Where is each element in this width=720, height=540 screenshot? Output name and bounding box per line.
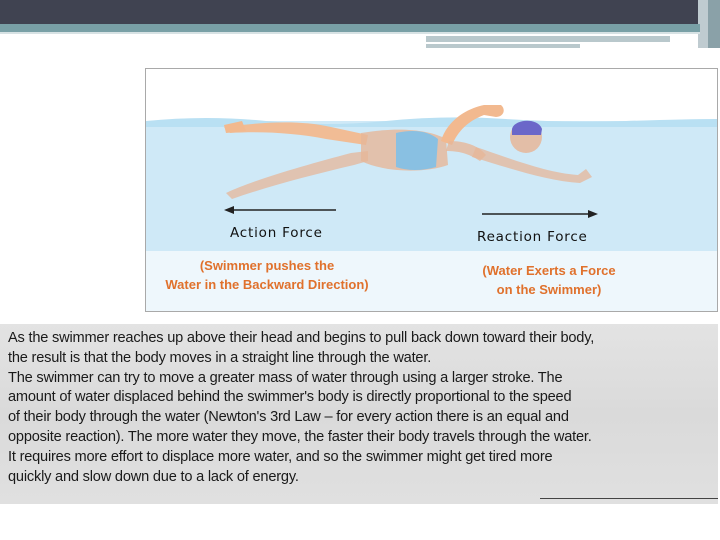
scanned-text-block — [0, 324, 718, 504]
text-line: It requires more effort to displace more water, and so the swimmer might get tired more — [8, 448, 553, 465]
action-caption-line-2: Water in the Backward Direction) — [165, 277, 369, 292]
underline-rule — [540, 498, 718, 499]
text-line: As the swimmer reaches up above their head and begins to pull back down toward their body, — [8, 330, 595, 346]
reaction-caption-line-1: (Water Exerts a Force — [482, 263, 616, 278]
text-line: The swimmer can try to move a greater mass of water through using a larger stroke. The — [8, 369, 563, 386]
slide-deco-bar-short — [426, 44, 580, 48]
text-line: the result is that the body moves in a straight line through the water. — [8, 349, 432, 366]
text-line: quickly and slow down due to a lack of energy. — [8, 468, 299, 485]
action-force-label: Action Force — [230, 225, 323, 241]
text-line: of their body through the water (Newton's 3rd Law – for every action there is an equal and — [8, 409, 569, 426]
action-caption-line-1: (Swimmer pushes the — [199, 258, 335, 273]
slide-thin-stripe — [0, 32, 700, 34]
reaction-caption-line-2: on the Swimmer) — [496, 282, 602, 297]
swimmer-illustration — [145, 68, 718, 312]
slide-teal-stripe — [0, 24, 700, 32]
reaction-caption — [464, 261, 634, 299]
slide-top-banner — [0, 0, 720, 24]
slide-corner-accent-dark — [708, 0, 720, 48]
text-line: amount of water displaced behind the swimmer's body is directly proportional to the speed — [8, 389, 572, 406]
action-caption — [152, 256, 382, 294]
slide-deco-bar — [426, 36, 670, 42]
swimsuit — [396, 131, 438, 170]
reaction-force-label: Reaction Force — [477, 229, 588, 245]
text-line: opposite reaction). The more water they move, the faster their body travels through the water. — [8, 428, 592, 445]
